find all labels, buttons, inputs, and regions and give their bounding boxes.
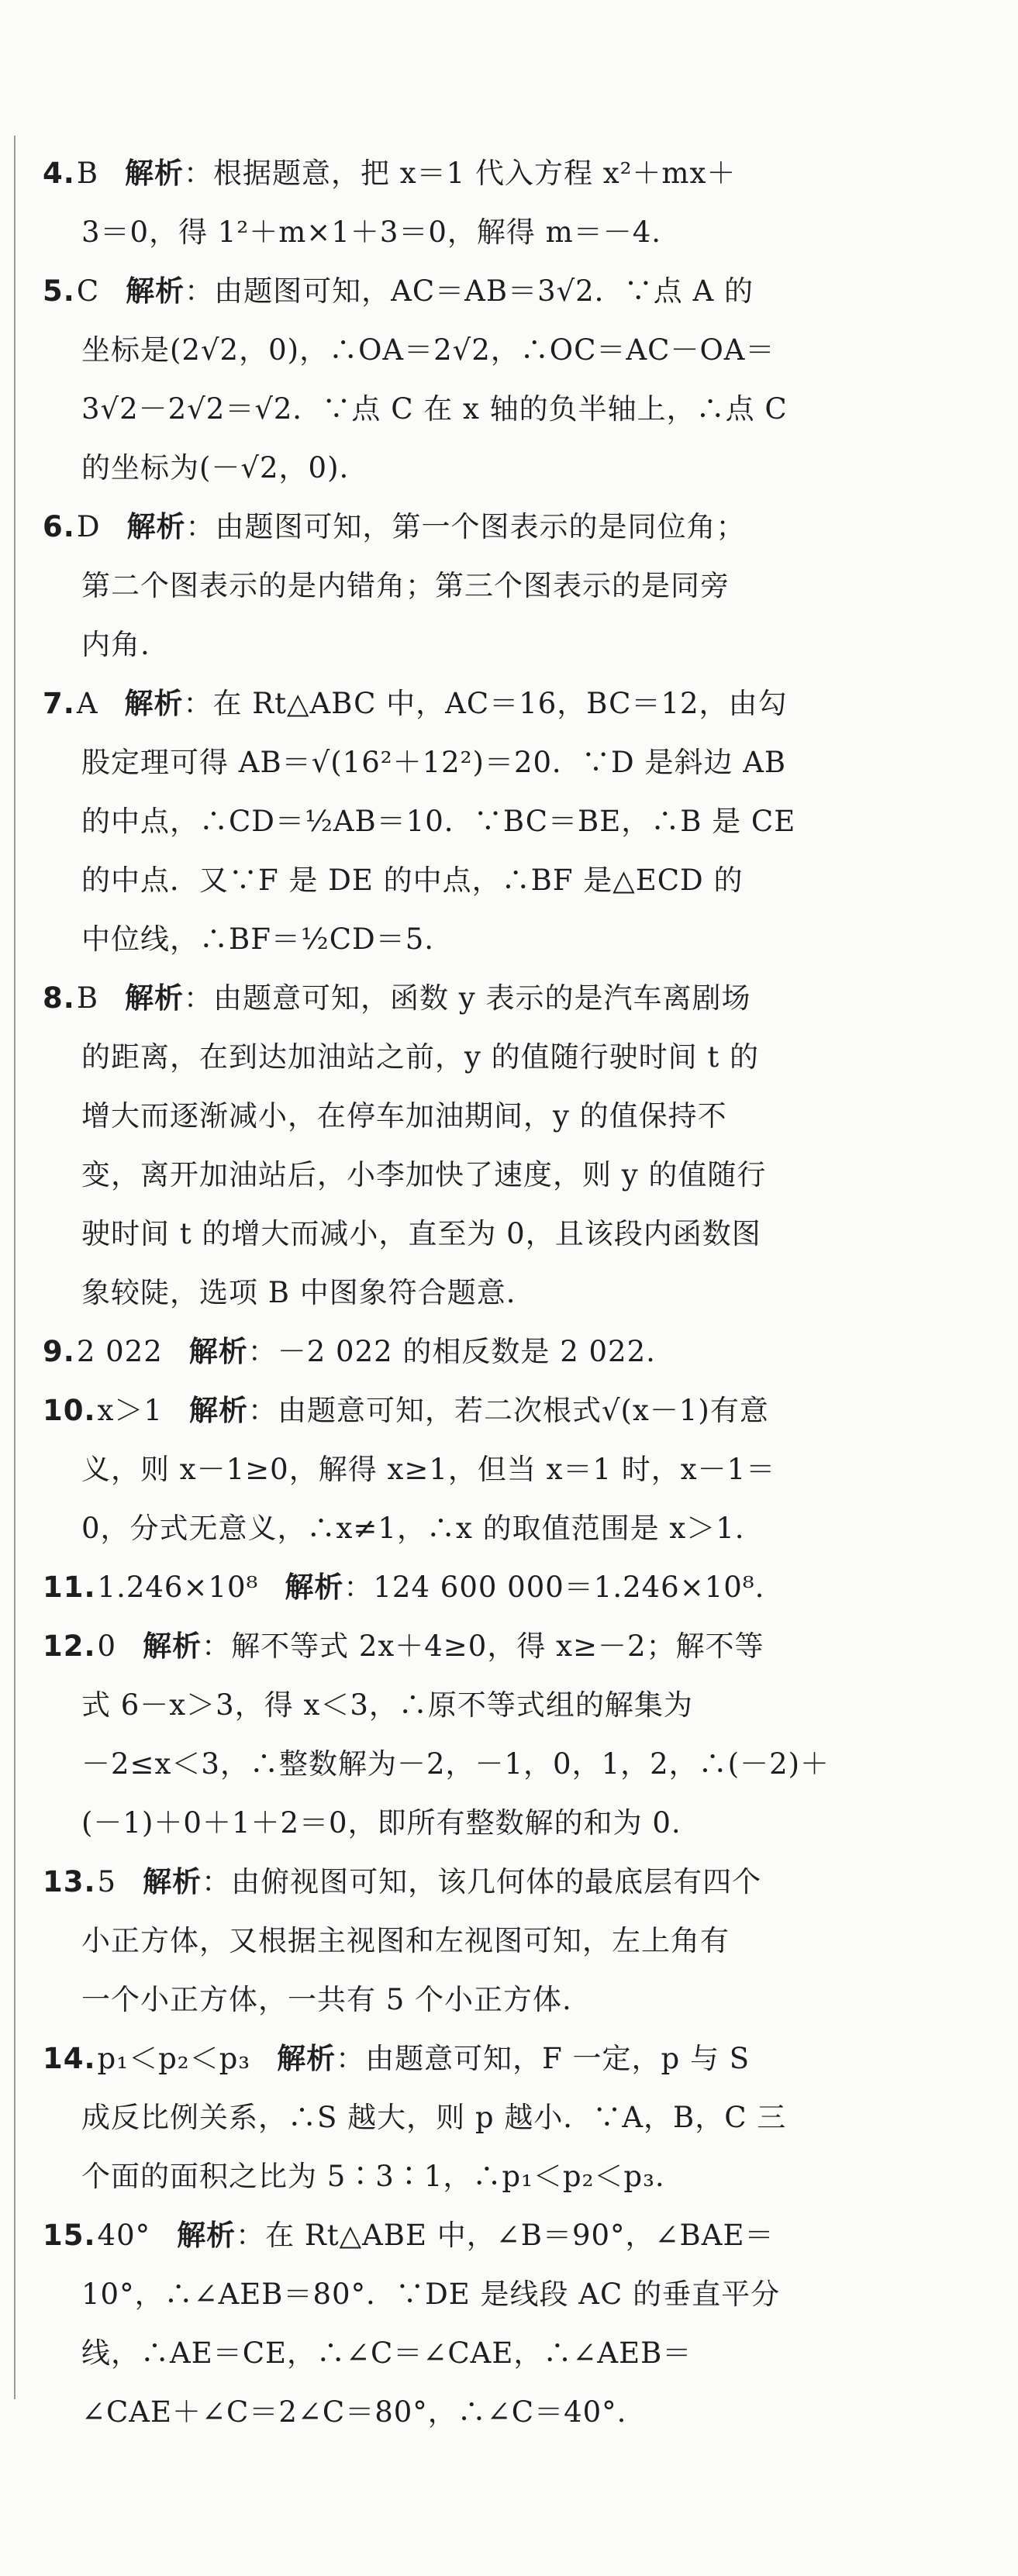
analysis-label: 解析 <box>188 1394 248 1427</box>
answer-item <box>43 144 996 262</box>
analysis-label: 解析 <box>126 274 185 308</box>
question-number: 5. <box>43 274 75 308</box>
answer-continuation-line <box>43 2088 996 2147</box>
analysis-label: 解析 <box>143 1629 202 1663</box>
answer-item <box>43 498 996 674</box>
answer-choice: B <box>76 981 99 1015</box>
answer-continuation-line <box>43 1028 996 1087</box>
analysis-text: 的距离，在到达加油站之前，y 的值随行驶时间 t 的 <box>81 1040 760 1074</box>
analysis-text: 式 6－x＞3，得 x＜3，∴原不等式组的解集为 <box>81 1688 693 1722</box>
answer-continuation-line <box>43 1264 996 1322</box>
answer-first-line <box>43 144 996 203</box>
answer-first-line <box>43 498 996 557</box>
answer-continuation-line <box>43 2324 996 2383</box>
answer-first-line <box>43 1617 996 1676</box>
answer-continuation-line <box>43 1794 996 1853</box>
question-number: 9. <box>43 1335 75 1368</box>
analysis-text: ：由俯视图可知，该几何体的最底层有四个 <box>202 1865 762 1898</box>
answer-item <box>43 1617 996 1853</box>
answer-continuation-line <box>43 1146 996 1205</box>
answer-continuation-line <box>43 557 996 616</box>
question-number: 13. <box>43 1865 96 1898</box>
answer-item <box>43 2206 996 2442</box>
analysis-text: ：在 Rt△ABE 中，∠B＝90°，∠BAE＝ <box>236 2219 775 2252</box>
question-number: 12. <box>43 1629 96 1663</box>
analysis-text: ：由题图可知，第一个图表示的是同位角； <box>185 510 746 543</box>
answer-continuation-line <box>43 2265 996 2324</box>
answer-continuation-line <box>43 2147 996 2206</box>
analysis-text: ：在 Rt△ABC 中，AC＝16，BC＝12，由勾 <box>183 687 788 720</box>
answer-continuation-line <box>43 1440 996 1499</box>
answer-choice: B <box>76 157 99 190</box>
question-number: 14. <box>43 2042 96 2075</box>
analysis-text: ：解不等式 2x＋4≥0，得 x≥－2；解不等 <box>202 1629 764 1663</box>
answer-choice: 2 022 <box>76 1335 163 1368</box>
analysis-text: 变，离开加油站后，小李加快了速度，则 y 的值随行 <box>81 1158 767 1191</box>
answer-continuation-line <box>43 1205 996 1264</box>
answer-continuation-line <box>43 203 996 262</box>
answer-first-line <box>43 262 996 321</box>
analysis-text: 驶时间 t 的增大而减小，直至为 0，且该段内函数图 <box>81 1217 761 1250</box>
answer-item <box>43 969 996 1322</box>
question-number: 6. <box>43 510 75 543</box>
analysis-text: 第二个图表示的是内错角；第三个图表示的是同旁 <box>81 569 730 602</box>
answer-continuation-line <box>43 792 996 851</box>
analysis-text: 10°，∴∠AEB＝80°．∵DE 是线段 AC 的垂直平分 <box>81 2278 781 2311</box>
answer-continuation-line <box>43 1735 996 1794</box>
answer-continuation-line <box>43 439 996 498</box>
question-number: 15. <box>43 2219 96 2252</box>
analysis-label: 解析 <box>188 1335 248 1368</box>
answer-choice: p₁＜p₂＜p₃ <box>97 2042 251 2075</box>
analysis-text: 义，则 x－1≥0，解得 x≥1，但当 x＝1 时，x－1＝ <box>81 1453 776 1486</box>
answer-continuation-line <box>43 733 996 792</box>
analysis-text: －2≤x＜3，∴整数解为－2，－1，0，1，2，∴(－2)＋ <box>81 1747 830 1781</box>
analysis-label: 解析 <box>277 2042 336 2075</box>
analysis-text: ：由题意可知，函数 y 表示的是汽车离剧场 <box>184 981 751 1015</box>
analysis-text: ∠CAE＋∠C＝2∠C＝80°，∴∠C＝40°. <box>81 2395 627 2429</box>
answer-continuation-line <box>43 1499 996 1558</box>
analysis-text: ：－2 022 的相反数是 2 022. <box>247 1335 656 1368</box>
answer-choice: C <box>76 274 100 308</box>
analysis-text: ：根据题意，把 x＝1 代入方程 x²＋mx＋ <box>184 157 737 190</box>
analysis-text: 3√2－2√2＝√2．∵点 C 在 x 轴的负半轴上，∴点 C <box>81 392 788 426</box>
answer-first-line <box>43 1322 996 1381</box>
analysis-text: 成反比例关系，∴S 越大，则 p 越小．∵A，B，C 三 <box>81 2101 787 2134</box>
analysis-label: 解析 <box>126 510 186 543</box>
analysis-label: 解析 <box>285 1571 344 1604</box>
answer-item <box>43 1853 996 2029</box>
answer-continuation-line <box>43 1676 996 1735</box>
analysis-text: 增大而逐渐减小，在停车加油期间，y 的值保持不 <box>81 1099 727 1133</box>
analysis-text: 的中点，∴CD＝½AB＝10．∵BC＝BE，∴B 是 CE <box>81 805 796 838</box>
answer-choice: A <box>76 687 98 720</box>
answer-first-line <box>43 2029 996 2088</box>
question-number: 11. <box>43 1571 96 1604</box>
answer-continuation-line <box>43 380 996 439</box>
answer-first-line <box>43 2206 996 2265</box>
answer-first-line <box>43 1381 996 1440</box>
question-number: 7. <box>43 687 75 720</box>
answer-choice: x＞1 <box>97 1394 163 1427</box>
answer-item <box>43 2029 996 2206</box>
answer-continuation-line <box>43 851 996 910</box>
answer-first-line <box>43 1558 996 1617</box>
analysis-text: ：124 600 000＝1.246×10⁸. <box>343 1571 765 1604</box>
answer-item <box>43 1322 996 1381</box>
answer-continuation-line <box>43 1912 996 1971</box>
analysis-text: (－1)＋0＋1＋2＝0，即所有整数解的和为 0. <box>81 1806 682 1840</box>
analysis-label: 解析 <box>124 687 184 720</box>
analysis-text: 一个小正方体，一共有 5 个小正方体. <box>81 1983 572 2016</box>
analysis-text: ：由题意可知，若二次根式√(x－1)有意 <box>247 1394 769 1427</box>
analysis-text: 坐标是(2√2，0)，∴OA＝2√2，∴OC＝AC－OA＝ <box>81 333 775 367</box>
answer-item <box>43 674 996 969</box>
answer-first-line <box>43 969 996 1028</box>
answer-item <box>43 1558 996 1617</box>
analysis-text: ：由题图可知，AC＝AB＝3√2．∵点 A 的 <box>185 274 754 308</box>
analysis-text: 线，∴AE＝CE，∴∠C＝∠CAE，∴∠AEB＝ <box>81 2336 692 2370</box>
answer-choice: 40° <box>97 2219 151 2252</box>
analysis-text: 0，分式无意义，∴x≠1，∴x 的取值范围是 x＞1. <box>81 1512 745 1545</box>
answer-continuation-line <box>43 1971 996 2029</box>
question-number: 10. <box>43 1394 96 1427</box>
answer-first-line <box>43 1853 996 1912</box>
analysis-label: 解析 <box>143 1865 202 1898</box>
answer-choice: 1.246×10⁸ <box>97 1571 259 1604</box>
answer-choice: D <box>76 510 101 543</box>
analysis-text: 股定理可得 AB＝√(16²＋12²)＝20．∵D 是斜边 AB <box>81 746 787 779</box>
question-number: 8. <box>43 981 75 1015</box>
margin-rule <box>14 136 16 2399</box>
analysis-text: 3＝0，得 1²＋m×1＋3＝0，解得 m＝－4. <box>81 216 662 249</box>
answer-continuation-line <box>43 616 996 674</box>
analysis-text: 中位线，∴BF＝½CD＝5. <box>81 922 435 956</box>
answer-continuation-line <box>43 910 996 969</box>
analysis-label: 解析 <box>125 157 185 190</box>
analysis-text: 的坐标为(－√2，0). <box>81 451 350 485</box>
answer-item <box>43 1381 996 1558</box>
answer-continuation-line <box>43 2383 996 2442</box>
answer-list <box>43 144 996 2442</box>
answer-choice: 5 <box>97 1865 117 1898</box>
analysis-text: 内角. <box>81 628 150 661</box>
analysis-label: 解析 <box>125 981 185 1015</box>
answer-continuation-line <box>43 1087 996 1146</box>
answer-first-line <box>43 674 996 733</box>
answer-choice: 0 <box>97 1629 117 1663</box>
analysis-text: 个面的面积之比为 5∶3∶1，∴p₁＜p₂＜p₃. <box>81 2160 665 2193</box>
analysis-text: 的中点．又∵F 是 DE 的中点，∴BF 是△ECD 的 <box>81 864 744 897</box>
answer-continuation-line <box>43 321 996 380</box>
question-number: 4. <box>43 157 75 190</box>
analysis-text: ：由题意可知，F 一定，p 与 S <box>336 2042 751 2075</box>
analysis-text: 小正方体，又根据主视图和左视图可知，左上角有 <box>81 1924 730 1957</box>
answer-item <box>43 262 996 498</box>
analysis-text: 象较陡，选项 B 中图象符合题意. <box>81 1276 516 1309</box>
analysis-label: 解析 <box>177 2219 236 2252</box>
